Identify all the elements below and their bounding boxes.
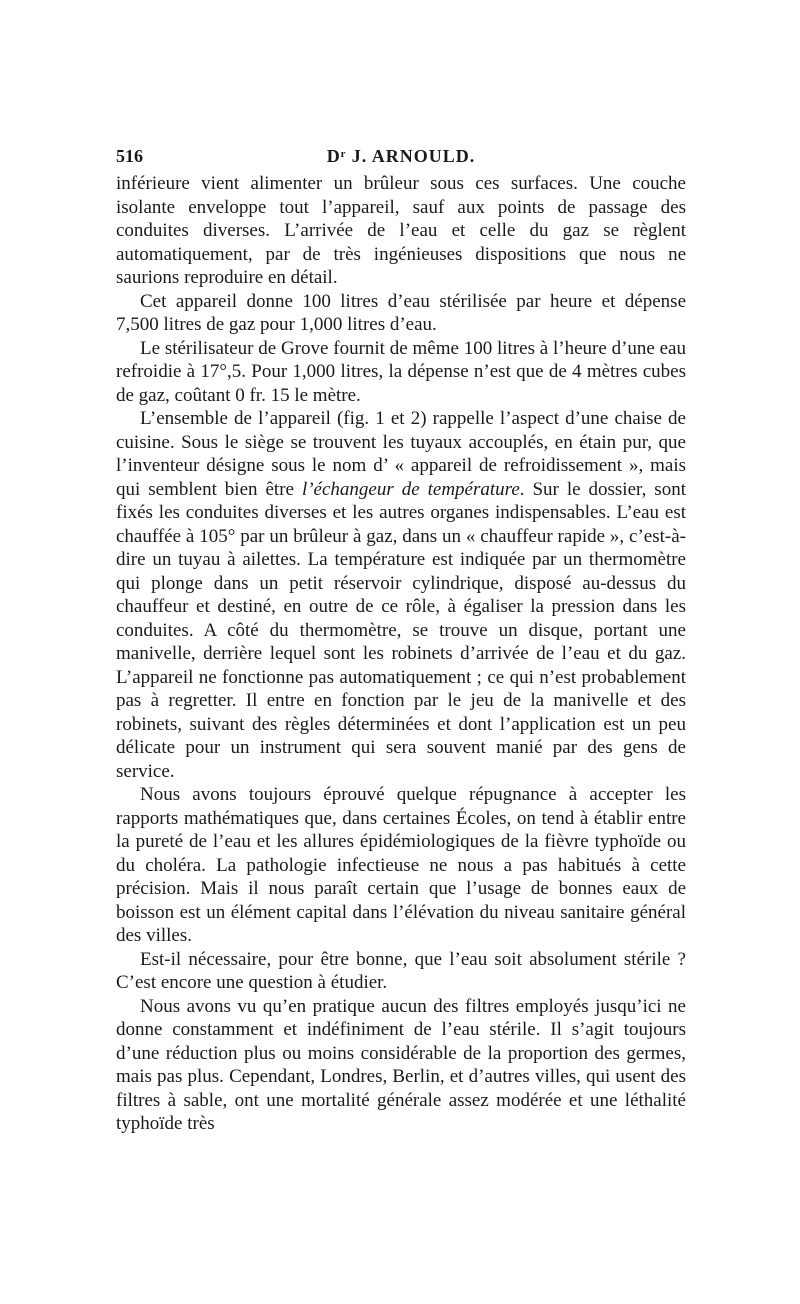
book-page	[116, 140, 686, 1136]
paragraph-4-text-after: . Sur le dossier, sont fixés les conduites diverses et les autres organes indispensables. L’eau est chauffée à 105° par un brûleur à gaz, dans un « chauffeur rapide », c’est-à-dire un tuyau à ailettes. La température est indiquée par un thermomètre qui plonge dans un petit réservoir cylindrique, disposé au-dessus du chauffeur et destiné, en outre de ce rôle, à égaliser la pression dans les conduites. A côté du thermomètre, se trouve un disque, portant une manivelle, derrière lequel sont les robinets d’arrivée de l’eau et du gaz. L’appareil ne fonctionne pas automatiquement ; ce qui n’est probablement pas à regretter. Il entre en fonction par le jeu de la manivelle et des robinets, suivant des règles déterminées et dont l’application est un peu délicate pour un instrument qui sera souvent manié par des gens de service.	[116, 478, 686, 782]
paragraph-1: inférieure vient alimenter un brûleur sous ces surfaces. Une couche isolante enveloppe tout l’appareil, sauf aux points de passage des conduites diverses. L’arrivée de l’eau et celle du gaz se règlent automatiquement, par de très ingénieuses dispositions que nous ne saurions reproduire en détail.	[116, 173, 686, 288]
paragraph-4-text-before: L’ensemble de l’appareil (fig. 1 et 2) rappelle l’aspect d’une chaise de cuisine. Sous le siège se trouvent les tuyaux accouplés, en étain pur, que l’inventeur désigne sous le nom d’ « appareil de refroidissement », mais qui semblent bien être	[116, 408, 686, 500]
body-text	[116, 172, 686, 1136]
page-number: 516	[116, 146, 143, 166]
running-head-author: Dʳ J. ARNOULD.	[326, 146, 476, 166]
running-head	[116, 140, 686, 172]
paragraph-3: Le stérilisateur de Grove fournit de même 100 litres à l’heure d’une eau refroidie à 17°,5. Pour 1,000 litres, la dépense n’est que de 4 mètres cubes de gaz, coûtant 0 fr. 15 le mètre.	[116, 337, 686, 406]
paragraph-4-italic-term: l’échangeur de température	[301, 478, 520, 500]
paragraph-5: Nous avons toujours éprouvé quelque répugnance à accepter les rapports mathématiques que, dans certaines Écoles, on tend à établir entre la pureté de l’eau et les allures épidémiologiques de la fièvre typhoïde ou du choléra. La pathologie infectieuse ne nous a pas habitués à cette précision. Mais il nous paraît certain que l’usage de bonnes eaux de boisson est un élément capital dans l’élévation du niveau sanitaire général des villes.	[116, 784, 686, 946]
paragraph-4	[116, 407, 686, 783]
paragraph-2: Cet appareil donne 100 litres d’eau stérilisée par heure et dépense 7,500 litres de gaz pour 1,000 litres d’eau.	[116, 290, 686, 335]
paragraph-7: Nous avons vu qu’en pratique aucun des filtres employés jusqu’ici ne donne constamment et indéfiniment de l’eau stérile. Il s’agit toujours d’une réduction plus ou moins considérable de la proportion des germes, mais pas plus. Cependant, Londres, Berlin, et d’autres villes, qui usent des filtres à sable, ont une mortalité générale assez modérée et une léthalité typhoïde très	[116, 995, 686, 1134]
paragraph-6: Est-il nécessaire, pour être bonne, que l’eau soit absolument stérile ? C’est encore une question à étudier.	[116, 948, 686, 993]
